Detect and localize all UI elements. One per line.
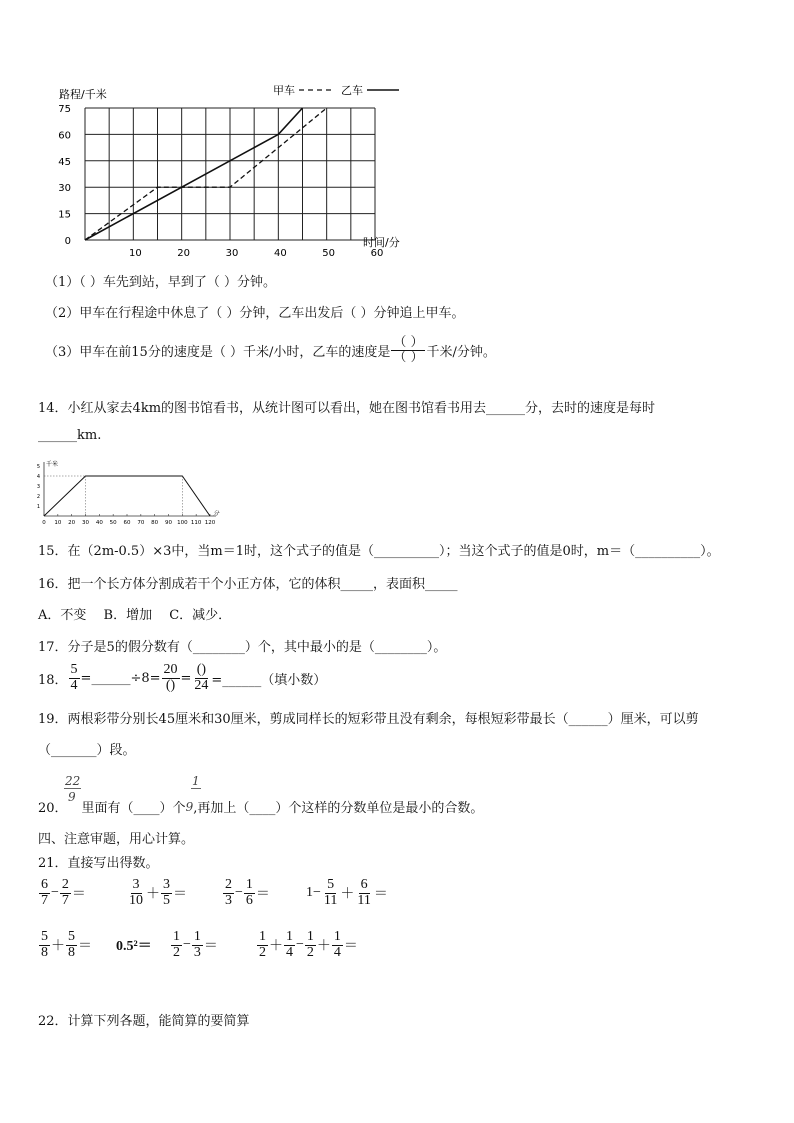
q19-line2: （_______）段。	[38, 743, 136, 758]
fraction-denominator: 3	[225, 892, 232, 908]
y-tick-label: 3	[36, 484, 40, 490]
y-tick-label: 75	[58, 104, 71, 115]
operator: ＋	[316, 939, 331, 955]
fraction-denominator: 7	[41, 892, 48, 908]
fraction-numerator: 2	[61, 877, 69, 892]
x-tick-label: 70	[137, 520, 145, 526]
fraction-numerator: 1	[245, 877, 253, 892]
y-tick-label: 30	[58, 183, 71, 195]
fraction-denominator: 4	[333, 944, 341, 960]
q19-line1: 19．两根彩带分别长45厘米和30厘米，剪成同样长的短彩带且没有剩余，每根短彩带最长（______）厘米，可以剪	[38, 712, 699, 727]
chart2-x-ticks	[42, 520, 215, 526]
equals: ＝	[203, 939, 218, 955]
fraction-denominator: 24	[194, 677, 209, 693]
y-axis-label: 路程/千米	[59, 88, 107, 101]
q21-item-7	[170, 930, 256, 960]
equals: ＝	[173, 887, 187, 903]
q20-frac1-num: 22	[65, 774, 81, 788]
prefix: 1−	[306, 885, 321, 901]
fraction-numerator: 20	[163, 662, 178, 677]
q20-frac2-den: 9	[185, 799, 194, 814]
chart2-series-line	[44, 476, 210, 516]
fraction-denominator: 8	[41, 944, 48, 960]
x-tick-label: 110	[190, 520, 202, 526]
q16-options: A．不变 B．增加 C．减少．	[38, 608, 232, 623]
q13-part3-text: （3）甲车在前15分的速度是（ ）千米/小时，乙车的速度是	[45, 344, 391, 360]
fraction-denominator: 2	[259, 944, 266, 960]
fraction-denominator: 5	[163, 892, 170, 908]
q21-item-6: 0.5²＝	[116, 939, 152, 955]
y-tick-label: 60	[58, 130, 71, 142]
fraction-numerator: 1	[173, 929, 180, 944]
q14-line2: ______km.	[38, 428, 102, 443]
x-tick-label: 90	[165, 520, 172, 526]
equals: ＝	[343, 939, 358, 955]
fraction-denominator: 10	[129, 892, 143, 908]
fraction-denominator: ()	[165, 677, 176, 693]
x-tick-label: 50	[109, 520, 117, 526]
x-tick-label: 30	[82, 520, 89, 526]
fraction-numerator: 2	[225, 877, 232, 892]
q15: 15．在（2m-0.5）×3中，当m＝1时，这个式子的值是（__________）；当这个式子的值是0时，m＝（__________）。	[38, 544, 720, 559]
x-tick-label: 0	[42, 520, 46, 526]
q14-line1: 14．小红从家去4km的图书馆看书，从统计图可以看出，她在图书馆看书用去______分，去时的速度是每时	[38, 401, 656, 416]
equals: ＝	[373, 887, 388, 903]
operator: −	[183, 937, 191, 953]
q18-fraction-3	[192, 663, 210, 693]
x-tick-label: 60	[370, 248, 384, 259]
distance-time-chart	[45, 80, 415, 265]
q20	[38, 797, 483, 816]
x-axis-label: 时间/分	[363, 236, 400, 249]
q13-part2: （2）甲车在行程途中休息了（ ）分钟，乙车出发后（ ）分钟追上甲车。	[45, 306, 465, 321]
chart2-ylabel: 千米	[46, 461, 59, 468]
q21-row2	[38, 930, 358, 960]
x-tick-label: 20	[68, 520, 76, 526]
series-line-yi	[85, 108, 303, 240]
q21-row1	[38, 878, 388, 908]
x-tick-label: 10	[128, 248, 142, 259]
x-tick-label: 20	[177, 248, 191, 259]
operator: ＋	[340, 887, 355, 903]
x-tick-label: 50	[322, 248, 336, 259]
fraction-numerator: 5	[41, 929, 48, 944]
q13-part3	[45, 336, 496, 364]
q18-fraction-2	[162, 663, 180, 693]
q18-label: 18．	[38, 672, 68, 688]
fraction-numerator: 3	[132, 877, 140, 892]
q22: 22．计算下列各题，能简算的要简算	[38, 1014, 250, 1029]
fraction-numerator: 1	[333, 929, 341, 944]
q20-frac1-den: 9	[68, 790, 76, 804]
q21-item-5	[38, 930, 116, 960]
q13-part1: （1）（ ）车先到站，早到了（ ）分钟。	[45, 275, 277, 290]
legend	[273, 84, 399, 97]
operator: −	[296, 937, 304, 953]
q17: 17．分子是5的假分数有（________）个，其中最小的是（________）。	[38, 640, 447, 655]
y-tick-label: 4	[36, 474, 40, 480]
series-line	[44, 476, 210, 516]
operator: −	[51, 885, 59, 901]
fraction-numerator: 6	[360, 877, 368, 892]
fraction-numerator: 6	[41, 877, 48, 892]
chart2-xlabel: 分	[213, 510, 220, 517]
fraction-denominator: 2	[173, 944, 180, 960]
q16: 16．把一个长方体分割成若干个小正方体，它的体积_____，表面积_____	[38, 577, 458, 592]
operator: ＋	[269, 939, 283, 955]
y-tick-label: 5	[36, 464, 40, 470]
y-tick-label: 1	[36, 504, 40, 510]
fraction-denominator: 11	[323, 892, 338, 908]
fraction-numerator: 5	[68, 929, 75, 944]
fraction-denominator: 11	[357, 892, 371, 908]
q21-item-8	[256, 930, 358, 960]
q21-item-3	[222, 878, 306, 908]
fraction-numerator: 1	[286, 929, 293, 944]
q21: 21．直接写出得数。	[38, 856, 159, 871]
q13-part3-unit: 千米/分钟。	[426, 344, 496, 360]
equals: ＝	[255, 887, 270, 903]
q18-fraction-1	[69, 663, 80, 693]
equals: ＝	[78, 939, 92, 955]
q21-item-4	[306, 878, 388, 908]
fraction-numerator: 3	[163, 877, 170, 892]
fraction-denominator: 3	[193, 944, 201, 960]
y-tick-label: 0	[64, 236, 71, 247]
fraction-numerator: 1	[259, 929, 266, 944]
q20-text1: 里面有（____）个	[81, 801, 186, 816]
x-tick-label: 120	[204, 520, 216, 526]
library-trip-chart	[30, 458, 230, 528]
chart2-y-ticks	[37, 464, 40, 510]
fraction-denominator: （ ）	[393, 349, 424, 365]
fraction-numerator: 5	[70, 662, 78, 677]
q20-text2: ,再加上（____）个这样的分数单位是最小的合数。	[193, 801, 484, 816]
fraction-denominator: 6	[245, 892, 253, 908]
fraction-numerator: 1	[193, 929, 201, 944]
y-tick-label: 2	[36, 494, 40, 500]
q18-equals: =	[180, 670, 192, 686]
x-tick-label: 10	[54, 520, 62, 526]
q20-frac2-num: 1	[192, 774, 200, 788]
x-tick-label: 100	[177, 520, 188, 526]
x-tick-label: 40	[95, 520, 103, 526]
fraction-denominator: 8	[68, 944, 75, 960]
fraction-denominator: 4	[70, 677, 78, 693]
y-ticks	[58, 104, 71, 247]
q18-tail: =______（填小数）	[211, 672, 327, 688]
operator: −	[235, 885, 243, 901]
x-tick-label: 40	[273, 248, 287, 259]
y-tick-label: 15	[58, 209, 71, 221]
fraction-denominator: 7	[61, 892, 69, 908]
section-4-title: 四、注意审题，用心计算。	[38, 832, 195, 847]
fraction-denominator: 2	[306, 944, 314, 960]
x-tick-label: 60	[123, 520, 131, 526]
fraction-denominator: 4	[286, 944, 293, 960]
q21-item-2	[126, 878, 222, 908]
fraction-numerator: ()	[196, 662, 207, 677]
fraction-numerator: 1	[306, 929, 314, 944]
x-ticks	[129, 248, 383, 259]
chart-grid	[85, 108, 375, 240]
legend-yi: 乙车	[341, 84, 363, 97]
x-tick-label: 30	[225, 248, 239, 259]
equals: ＝	[71, 887, 86, 903]
legend-jia: 甲车	[273, 84, 295, 97]
fraction-numerator: 5	[327, 877, 335, 892]
q21-item-1	[38, 878, 126, 908]
q18	[38, 663, 326, 693]
q18-middle: =______÷8=	[80, 670, 161, 686]
y-tick-label: 45	[58, 156, 71, 168]
operator: ＋	[146, 887, 160, 903]
q13-part3-fraction	[391, 336, 425, 364]
q20-label: 20．	[38, 801, 68, 816]
chart2-axes	[44, 462, 216, 516]
fraction-numerator: （ ）	[393, 335, 424, 350]
x-tick-label: 80	[151, 520, 159, 526]
operator: ＋	[51, 939, 65, 955]
